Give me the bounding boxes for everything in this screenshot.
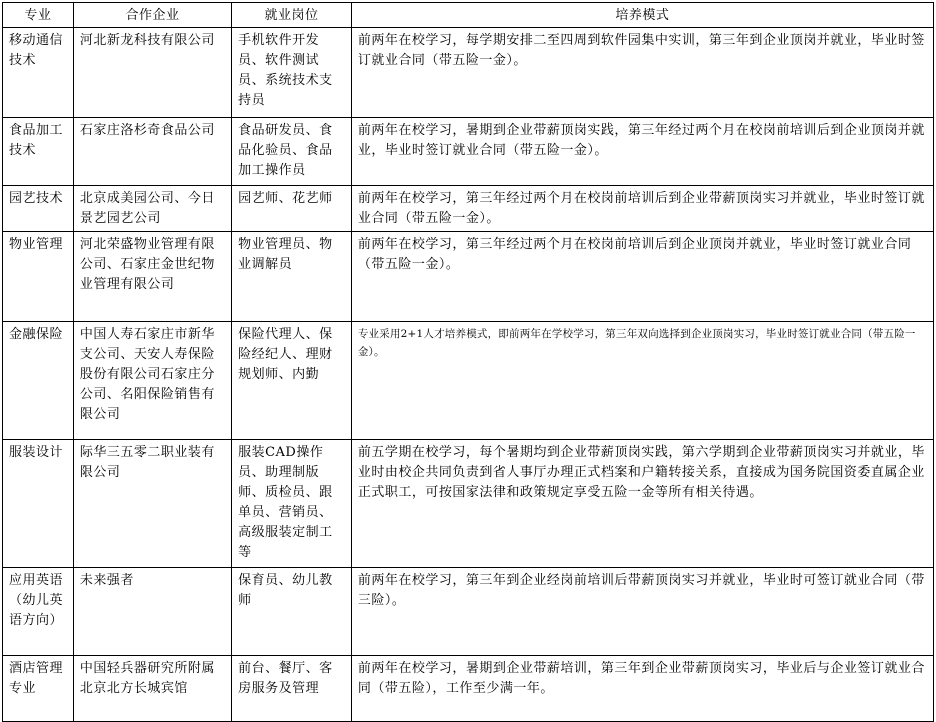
cell-company: 河北荣盛物业管理有限公司、石家庄金世纪物业管理有限公司 — [73, 232, 231, 322]
table-row — [3, 568, 934, 656]
cell-company: 际华三五零二职业装有限公司 — [73, 440, 231, 568]
cell-company: 北京成美园公司、今日景艺园艺公司 — [73, 186, 231, 232]
table-row — [3, 28, 934, 118]
table-header-row — [3, 3, 934, 28]
table-row — [3, 186, 934, 232]
cell-company: 河北新龙科技有限公司 — [73, 28, 231, 118]
header-major: 专业 — [3, 3, 74, 28]
cell-major: 服装设计 — [3, 440, 74, 568]
cell-major: 物业管理 — [3, 232, 74, 322]
table-row — [3, 232, 934, 322]
cell-mode: 前五学期在校学习，每个暑期均到企业带薪顶岗实践，第六学期到企业带薪顶岗实习并就业，毕业时由校企共同负责到省人事厅办理正式档案和户籍转接关系，直接成为国务院国资委直属企业正式职工，可按国家法律和政策规定享受五险一金等所有相关待遇。 — [351, 440, 933, 568]
cell-mode: 前两年在校学习，第三年经过两个月在校岗前培训后到企业带薪顶岗实习并就业，毕业时签订就业合同（带五险一金）。 — [351, 186, 933, 232]
header-mode: 培养模式 — [351, 3, 933, 28]
table-row — [3, 322, 934, 440]
cell-mode: 前两年在校学习，暑期到企业带薪培训，第三年到企业带薪顶岗实习，毕业后与企业签订就业合同（带五险），工作至少满一年。 — [351, 656, 933, 722]
cell-post: 园艺师、花艺师 — [232, 186, 352, 232]
header-company: 合作企业 — [73, 3, 231, 28]
cell-major: 园艺技术 — [3, 186, 74, 232]
cell-post: 物业管理员、物业调解员 — [232, 232, 352, 322]
cell-post: 手机软件开发员、软件测试员、系统技术支持员 — [232, 28, 352, 118]
cell-post: 保育员、幼儿教师 — [232, 568, 352, 656]
cell-mode: 前两年在校学习，每学期安排二至四周到软件园集中实训，第三年到企业顶岗并就业，毕业时签订就业合同（带五险一金）。 — [351, 28, 933, 118]
cell-post: 食品研发员、食品化验员、食品加工操作员 — [232, 118, 352, 186]
cell-post: 前台、餐厅、客房服务及管理 — [232, 656, 352, 722]
header-post: 就业岗位 — [232, 3, 352, 28]
cell-mode: 前两年在校学习，暑期到企业带薪顶岗实践，第三年经过两个月在校岗前培训后到企业顶岗并就业，毕业时签订就业合同（带五险一金）。 — [351, 118, 933, 186]
cell-mode: 前两年在校学习，第三年经过两个月在校岗前培训后到企业顶岗并就业，毕业时签订就业合同（带五险一金）。 — [351, 232, 933, 322]
table-row — [3, 656, 934, 722]
cell-company: 未来强者 — [73, 568, 231, 656]
cell-mode: 专业采用2+1人才培养模式，即前两年在学校学习，第三年双向选择到企业顶岗实习，毕业时签订就业合同（带五险一金）。 — [351, 322, 933, 440]
cell-company: 石家庄洛杉奇食品公司 — [73, 118, 231, 186]
cell-company: 中国人寿石家庄市新华支公司、天安人寿保险股份有限公司石家庄分公司、名阳保险销售有限公司 — [73, 322, 231, 440]
cell-post: 服装CAD操作员、助理制版师、质检员、跟单员、营销员、高级服装定制工等 — [232, 440, 352, 568]
cell-post: 保险代理人、保险经纪人、理财规划师、内勤 — [232, 322, 352, 440]
table-row — [3, 118, 934, 186]
cell-company: 中国轻兵器研究所附属北京北方长城宾馆 — [73, 656, 231, 722]
cell-major: 酒店管理专业 — [3, 656, 74, 722]
employment-table — [2, 2, 934, 722]
cell-mode: 前两年在校学习，第三年到企业经岗前培训后带薪顶岗实习并就业，毕业时可签订就业合同（带三险）。 — [351, 568, 933, 656]
table-row — [3, 440, 934, 568]
cell-major: 金融保险 — [3, 322, 74, 440]
cell-major: 移动通信技术 — [3, 28, 74, 118]
cell-major: 食品加工技术 — [3, 118, 74, 186]
cell-major: 应用英语（幼儿英语方向） — [3, 568, 74, 656]
